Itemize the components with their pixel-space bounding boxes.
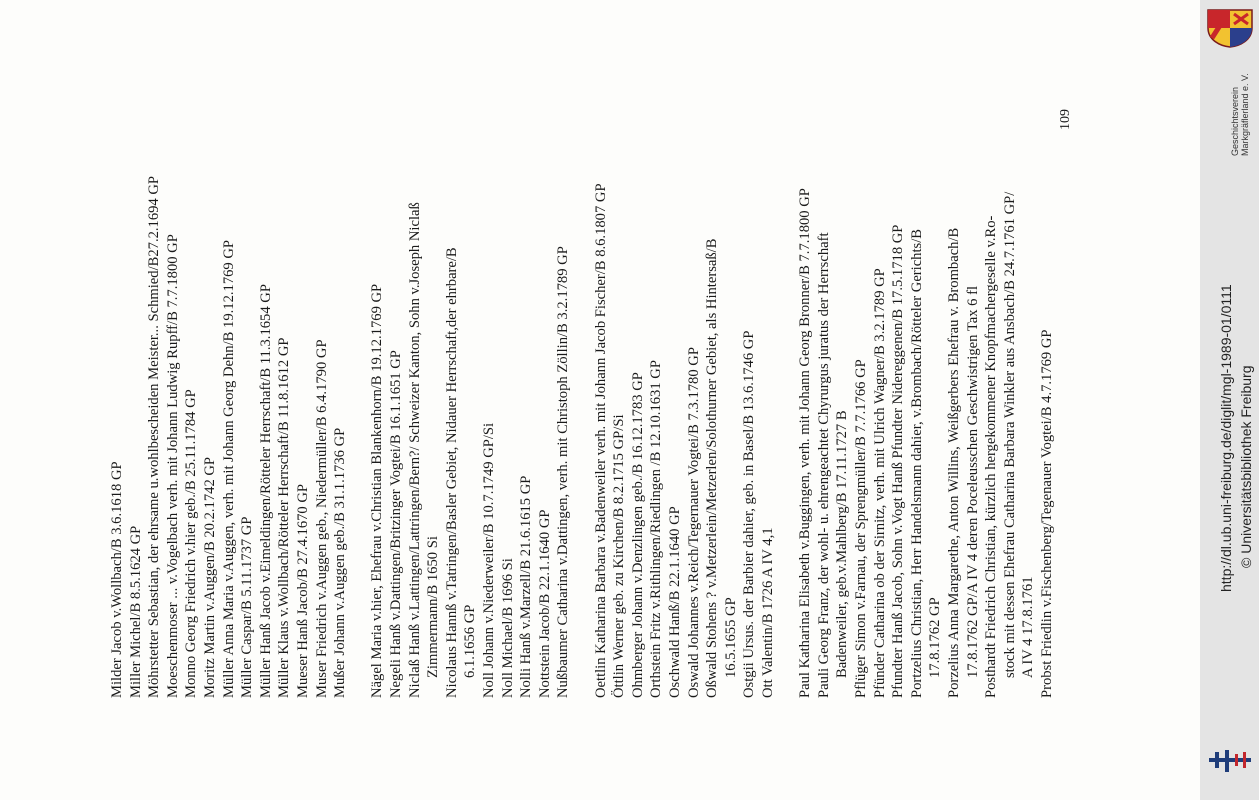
register-line: Probst Friedlin v.Fischenberg/Tegenauer Vogtei/B 4.7.1769 GP: [1039, 329, 1055, 698]
register-line: 17.8.1762 GP: [927, 597, 944, 678]
register-line: Milder Jacob v.Wollbach/B 3.6.1618 GP: [109, 461, 125, 698]
society-name-line2: Markgräflerland e. V.: [1240, 73, 1250, 156]
register-line: Niclaß Hanß v.Lattingen/Lattringen/Bern?/ Schweizer Kanton, Sohn v.Joseph Niclaß: [406, 202, 423, 698]
register-line: Müller Anna Maria v.Auggen, verh. mit Johann Georg Dehn/B 19.12.1769 GP: [220, 239, 237, 698]
register-line: 17.8.1762 GP/A IV 4 deren Poceleusschen Geschwistrigen Tax 6 fl: [964, 286, 981, 678]
register-line: Oettlin Katharina Barbara v.Badenweiler verh. mit Johann Jacob Fischer/B 8.6.1807 GP: [592, 183, 609, 698]
register-line: Moeschenmoser ... v.Vogelbach verh. mit Johann Ludwig Rupff/B 7.7.1800 GP: [164, 234, 181, 698]
register-line: Orthstein Fritz v.Rithlingen/Riedlingen /B 12.10.1631 GP: [648, 360, 665, 698]
register-line: Pauli Georg Franz, der wohl- u. ehrengeachtet Chyrurgus juratus der Herrschaft: [815, 232, 832, 698]
register-line: Posthardt Friedrich Christian, kürzlich hergekommener Knopfmachergeselle v.Ro-: [983, 215, 1000, 698]
register-line: Monno Georg Friedrich v.hier geb./B 25.11.1784 GP: [183, 389, 200, 698]
register-line: Muser Friedrich v.Auggen geb., Niedermüller/B 6.4.1790 GP: [313, 339, 330, 698]
register-line: Möhrstetter Sebastian, der ehrsame u.wohlbescheiden Meister... Schmied/B27.2.1694 GP: [146, 175, 163, 698]
register-line: Ott Valentin/B 1726 A IV 4,1: [760, 527, 776, 698]
page-number: 109: [1058, 109, 1073, 130]
register-line: Negeli Hanß v.Dattingen/Britzinger Vogtei/B 16.1.1651 GP: [388, 350, 404, 698]
register-line: Oswald Johannes v.Reich/Tegernauer Vogtei/B 7.3.1780 GP: [685, 347, 702, 698]
permalink-url[interactable]: http://dl.ub.uni-freiburg.de/diglit/mgl-1989-01/0111: [1218, 284, 1234, 592]
copyright-notice: © Universitätsbibliothek Freiburg: [1238, 365, 1254, 568]
register-line: Porzelius Anna Margarethe, Anton Willins, Weißgerbers Ehefrau v. Brombach/B: [946, 227, 962, 698]
register-line: Ostgii Ursus. der Barbier dahier, geb. in Basel/B 13.6.1746 GP: [741, 330, 758, 698]
coat-of-arms-icon: [1206, 8, 1254, 48]
register-line: Pflüger Simon v.Farnau, der Sprengmüller/B 7.7.1766 GP: [853, 359, 869, 698]
register-line: Paul Katharina Elisabeth v.Buggingen, verh. mit Johann Georg Bronner/B 7.7.1800 GP: [797, 188, 814, 698]
register-line: Oßwald Stohens ? v.Metzerlein/Metzerlen/Solothurner Gebiet, als Hintersaß/B: [704, 238, 721, 698]
register-line: Noll Johann v.Niederweiler/B 10.7.1749 GP/Si: [481, 422, 497, 698]
society-name-line1: Geschichtsverein: [1230, 86, 1240, 156]
register-line: Pfünder Catharina ob der Sirnitz, verh. mit Ulrich Wagner/B 3.2.1789 GP: [871, 268, 888, 698]
register-line: A IV 4 17.8.1761: [1020, 576, 1037, 678]
register-line: Mußer Johann v.Auggen geb./B 31.1.1736 GP: [332, 427, 349, 698]
register-line: 6.1.1656 GP: [462, 604, 479, 678]
register-line: Nolli Hanß v.Marzell/B 21.6.1615 GP: [518, 475, 535, 698]
register-line: Müller Hanß Jacob v.Eimeldingen/Rötteler Herrschaft/B 11.3.1654 GP: [257, 284, 274, 698]
register-line: Miller Michel/B 8.5.1624 GP: [127, 525, 144, 698]
register-line: Oschwald Hanß/B 22.1.1640 GP: [667, 506, 683, 698]
register-text-block: [108, 78, 1108, 698]
register-line: Pfundter Hanß Jacob, Sohn v.Vogt Hanß Pfundter Nidereggenen/B 17.5.1718 GP: [890, 224, 907, 698]
register-line: Nußbaumer Catharina v.Dattingen, verh. mit Christoph Zöllin/B 3.2.1789 GP: [555, 246, 572, 698]
register-line: Ohmberger Johann v.Denzlingen geb./B 16.12.1783 GP: [629, 372, 646, 698]
register-line: Müller Klaus v.Wollbach/Rötteler Herrschaft/B 11.8.1612 GP: [276, 337, 293, 698]
register-line: 16.5.1655 GP: [722, 597, 739, 678]
register-line: Nicolaus Hannß v.Tatringen/Basler Gebiet, Nidauer Herrschaft,der ehrbare/B: [443, 247, 460, 698]
register-line: Nottstein Jacob/B 22.1.1640 GP: [536, 509, 553, 698]
register-line: Badenweiler, geb.v.Mahlberg/B 17.11.1727 B: [834, 410, 851, 678]
register-line: Moritz Martin v.Auggen/B 20.2.1742 GP: [202, 456, 218, 698]
register-line: Öttlin Werner geb. zu Kirchen/B 8.2.1715 GP/Si: [611, 414, 628, 698]
register-line: Noll Michael/B 1696 Si: [499, 558, 516, 698]
ub-freiburg-logo-icon: [1207, 748, 1253, 774]
register-line: Nägel Maria v.hier, Ehefrau v.Christian Blankenhorn/B 19.12.1769 GP: [369, 283, 386, 698]
register-line: Müller Caspar/B 5.11.1737 GP: [239, 516, 256, 698]
register-line: Zimmermann/B 1650 Si: [425, 536, 442, 678]
register-line: Portzelius Christian, Herr Handelsmann dahier, v.Brombach/Rötteler Gerichts/B: [908, 228, 925, 698]
register-line: Mueser Hanß Jacob/B 27.4.1670 GP: [295, 483, 311, 698]
register-line: stock mit dessen Ehefrau Catharina Barbara Winkler aus Ansbach/B 24.7.1761 GP/: [1001, 191, 1018, 678]
